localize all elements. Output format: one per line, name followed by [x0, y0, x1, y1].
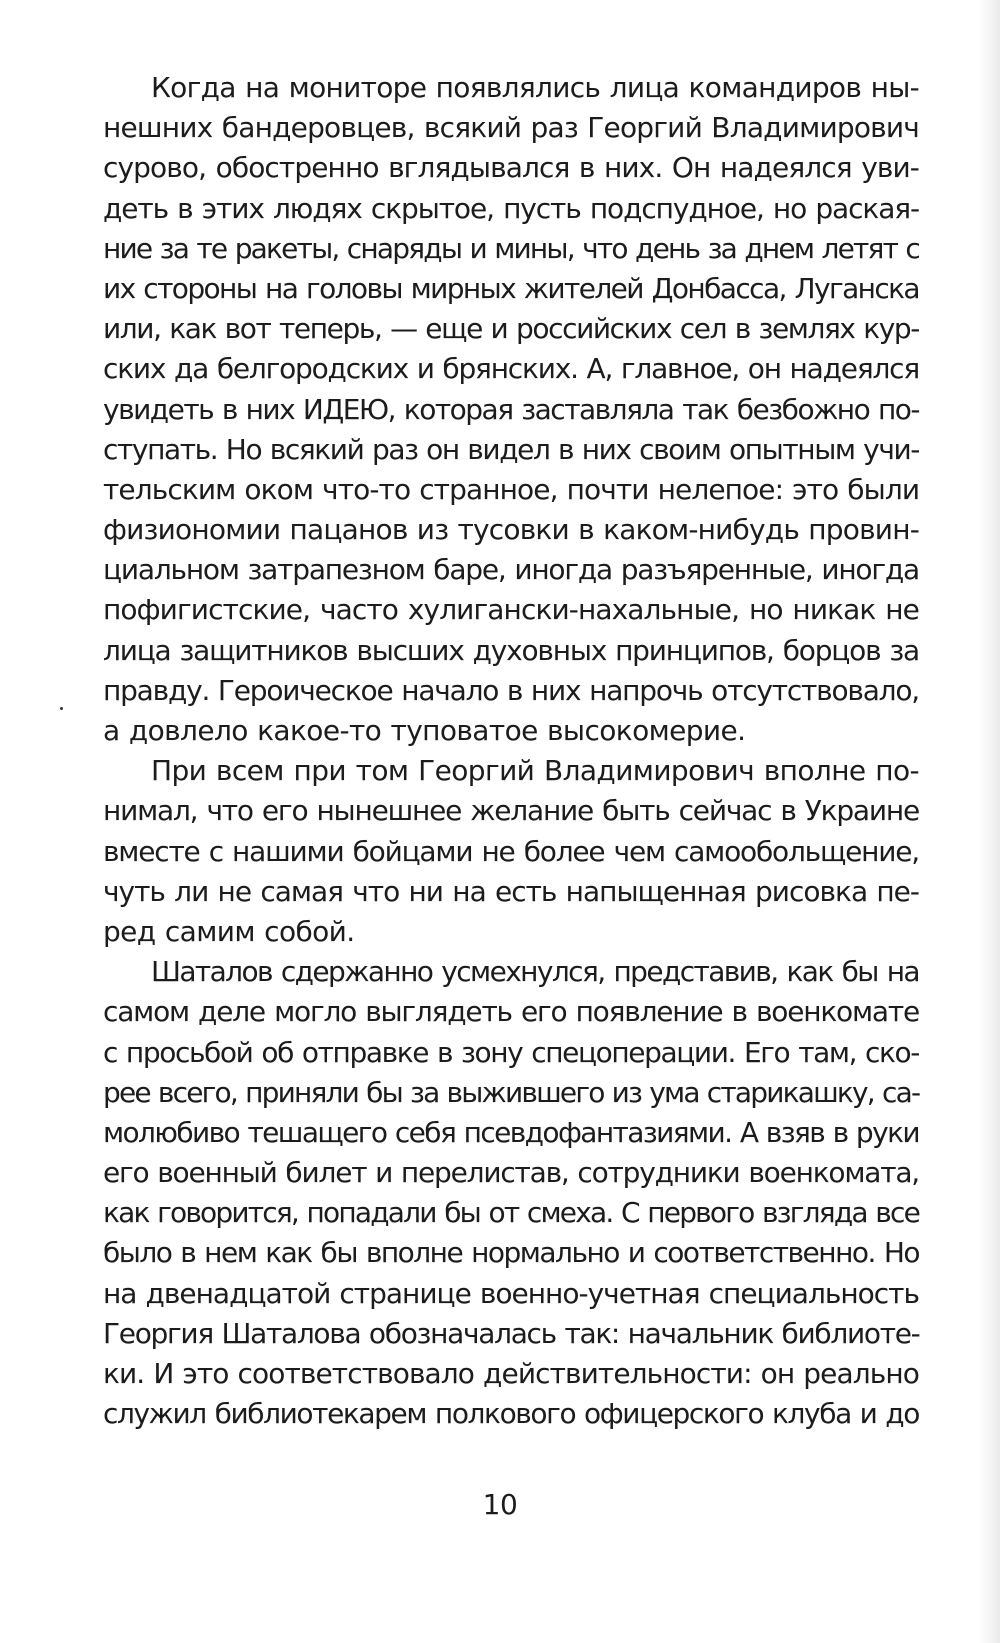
text-line: как говорится, попадали бы от смеха. С первого взгляда все	[103, 1196, 919, 1230]
text-line: тельским оком что-то странное, почти нелепое: это были	[103, 472, 920, 506]
text-line: его военный билет и перелистав, сотрудники военкомата,	[103, 1156, 919, 1190]
scan-edge-shadow	[978, 0, 1000, 1643]
scan-speck	[60, 707, 63, 710]
text-line: сурово, обостренно вглядывался в них. Он надеялся уви-	[103, 151, 919, 185]
text-line: увидеть в них ИДЕЮ, которая заставляла так безбожно по-	[103, 392, 919, 426]
body-text	[103, 68, 919, 1434]
text-line: молюбиво тешащего себя псевдофантазиями. А взяв в руки	[103, 1115, 919, 1149]
text-line: Когда на мониторе появлялись лица командиров ны-	[151, 71, 919, 104]
text-line: было в нем как бы вполне нормально и соответственно. Но	[103, 1236, 919, 1270]
text-line: вместе с нашими бойцами не более чем самообольщение,	[103, 834, 919, 868]
text-line: физиономии пацанов из тусовки в каком-нибудь провин-	[103, 513, 919, 547]
page-number: 10	[482, 1488, 518, 1521]
text-line: рее всего, приняли бы за выжившего из ума старикашку, са-	[103, 1075, 920, 1109]
text-line: нешних бандеровцев, всякий раз Георгий Владимирович	[103, 111, 919, 145]
text-line: Георгия Шаталова обозначалась так: начальник библиоте-	[103, 1316, 920, 1350]
text-line: с просьбой об отправке в зону спецоперации. Его там, ско-	[103, 1035, 919, 1069]
text-line: самом деле могло выглядеть его появление в военкомате	[103, 995, 919, 1029]
text-line: ских да белгородских и брянских. А, главное, он надеялся	[103, 352, 919, 386]
text-line: лица защитников высших духовных принципов, борцов за	[103, 633, 919, 667]
text-line: нимал, что его нынешнее желание быть сейчас в Украине	[103, 794, 919, 828]
text-line: их стороны на головы мирных жителей Донбасса, Луганска	[103, 271, 919, 305]
text-line: на двенадцатой странице военно-учетная специальность	[103, 1276, 919, 1310]
text-line: При всем при том Георгий Владимирович вполне по-	[151, 754, 919, 788]
text-line: а довлело какое-то туповатое высокомерие.	[103, 714, 746, 747]
text-line: Шаталов сдержанно усмехнулся, представив, как бы на	[151, 955, 919, 989]
text-line: правду. Героическое начало в них напрочь отсутствовало,	[103, 673, 919, 707]
text-line: ступать. Но всякий раз он видел в них своим опытным учи-	[103, 432, 919, 466]
text-line: ред самим собой.	[103, 914, 355, 948]
text-line: или, как вот теперь, — еще и российских сел в землях кур-	[103, 312, 919, 346]
text-line: пофигистские, часто хулигански-нахальные, но никак не	[103, 593, 919, 627]
text-line: ки. И это соответствовало действительности: он реально	[103, 1357, 919, 1390]
text-line: циальном затрапезном баре, иногда разъяренные, иногда	[103, 553, 919, 587]
text-line: деть в этих людях скрытое, пусть подспудное, но раская-	[103, 191, 919, 225]
text-line: служил библиотекарем полкового офицерского клуба и до	[103, 1397, 919, 1431]
text-line: чуть ли не самая что ни на есть напыщенная рисовка пе-	[103, 874, 919, 908]
text-line: ние за те ракеты, снаряды и мины, что день за днем летят с	[103, 231, 919, 265]
